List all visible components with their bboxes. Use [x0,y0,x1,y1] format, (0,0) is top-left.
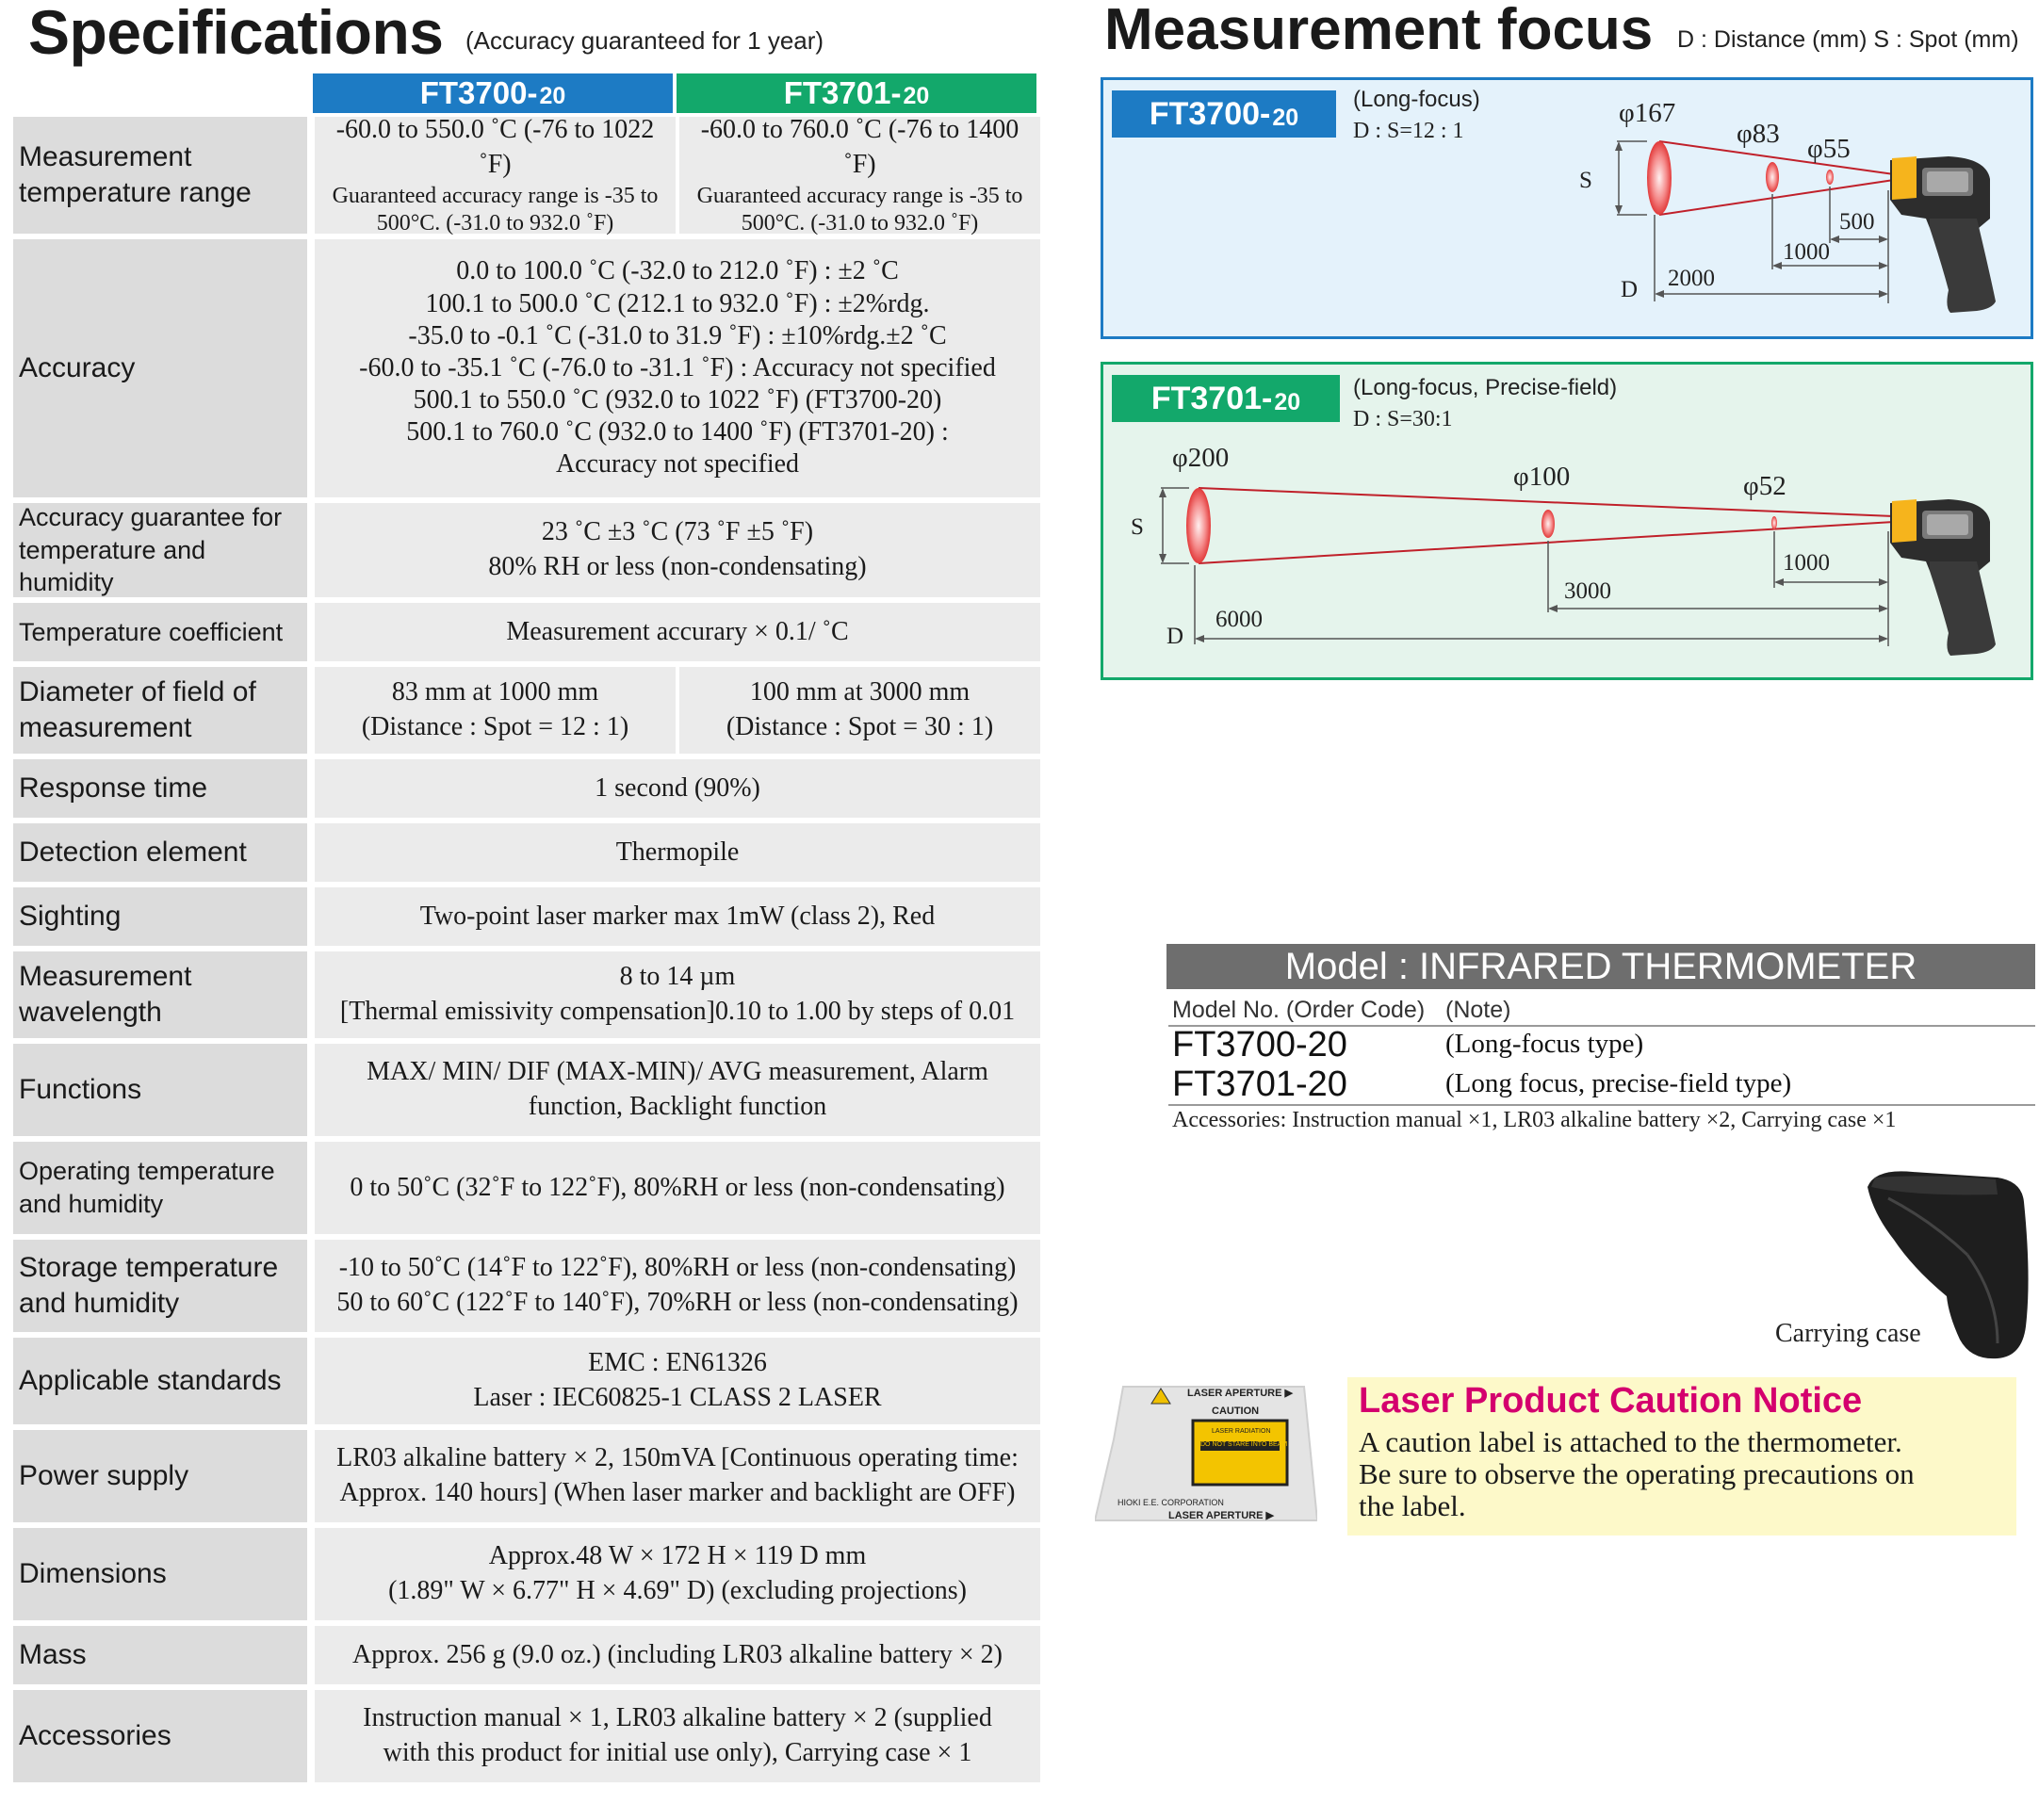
spec-value-line: Approx. 140 hours] (When laser marker and backlight are OFF) [339,1478,1016,1507]
spec-value-cell [676,667,1040,754]
spec-label: Functions [13,1044,307,1136]
distance-d-label: D [1621,277,1639,302]
spec-label: Operating temperature and humidity [13,1142,307,1234]
spec-value-note: 500°C. (-31.0 to 932.0 ˚F) [741,210,979,236]
spec-row [13,667,1040,759]
spec-label: Accessories [13,1690,307,1782]
spec-value [315,114,1040,236]
column-header-ft3700-suffix: 20 [539,82,566,109]
spec-value [315,1338,1040,1424]
spec-label: Temperature coefficient [13,603,307,661]
spot-small [1826,170,1834,185]
spec-value-line: 1 second (90%) [595,772,760,803]
thermometer-icon-2 [1890,499,1996,656]
model-code-1: FT3700-20 [1172,1025,1347,1064]
label-text-3: LASER RADIATION [1212,1428,1271,1435]
model-divider-bottom [1168,1104,2035,1106]
focus-ratio-ft3701: D : S=30:1 [1353,407,1453,431]
label-text-5: HIOKI E.E. CORPORATION [1117,1498,1224,1507]
spec-label: Accuracy [13,239,307,497]
label-text-4: DO NOT STARE INTO BEAM [1200,1441,1288,1448]
spot-label-4: φ200 [1172,443,1230,473]
spec-value-line: -60.0 to -35.1 ˚C (-76.0 to -31.1 ˚F) : Accuracy not specified [359,352,996,382]
spec-value-line: Measurement accurary × 0.1/ ˚C [506,616,849,646]
spec-value-cell [315,503,1040,597]
spec-value-cell [315,951,1040,1038]
spec-value [315,951,1040,1038]
spec-value-line: Laser : IEC60825-1 CLASS 2 LASER [473,1383,882,1412]
focus-badge-ft3700-main: FT3700- [1149,95,1271,132]
column-header-ft3701-suffix: 20 [903,82,930,109]
spec-value [315,1690,1040,1782]
spec-label: Dimensions [13,1528,307,1620]
spec-value-cell [315,1142,1040,1234]
laser-caution-label-icon [1095,1383,1317,1524]
spec-value-line: 83 mm at 1000 mm [391,677,599,707]
model-code-2: FT3701-20 [1172,1064,1347,1104]
spot-medium [1766,162,1779,192]
spec-value-line: 0 to 50˚C (32˚F to 122˚F), 80%RH or less (non-condensating) [350,1172,1005,1202]
specifications-table [13,114,1040,1788]
caution-line-3: the label. [1359,1489,1466,1523]
spec-label: Diameter of field of measurement [13,667,307,754]
model-accessories: Accessories: Instruction manual ×1, LR03 alkaline battery ×2, Carrying case ×1 [1172,1108,1897,1132]
spec-value-line: (Distance : Spot = 12 : 1) [361,712,629,741]
spot-small-2 [1771,516,1777,529]
spec-value-note: 500°C. (-31.0 to 932.0 ˚F) [376,210,614,236]
focus-note-ft3700: (Long-focus) [1353,87,1480,112]
distance-label-5: 3000 [1564,578,1611,604]
label-text-6: LASER APERTURE ▶ [1168,1510,1274,1521]
spec-value-cell [315,1626,1040,1684]
spot-size-s-label: S [1579,168,1592,193]
spec-label: Applicable standards [13,1338,307,1424]
specifications-subtitle: (Accuracy guaranteed for 1 year) [465,26,824,55]
label-text-2: CAUTION [1212,1406,1260,1417]
spec-value-line: 0.0 to 100.0 ˚C (-32.0 to 212.0 ˚F) : ±2 ˚C [456,256,899,286]
spot-large [1647,141,1672,215]
spec-row [13,1338,1040,1430]
spec-value-line: (1.89" W × 6.77" H × 4.69" D) (excluding projections) [388,1576,967,1605]
spec-value-line: -10 to 50˚C (14˚F to 122˚F), 80%RH or less (non-condensating) [338,1253,1017,1283]
spec-value [315,503,1040,597]
spec-label: Measurement wavelength [13,951,307,1038]
model-number-header: Model No. (Order Code) [1172,997,1426,1023]
spec-value-line: MAX/ MIN/ DIF (MAX-MIN)/ AVG measurement, Alarm [367,1057,988,1087]
spec-row [13,1528,1040,1626]
focus-badge-ft3701-suffix: 20 [1274,388,1301,415]
model-note-1: (Long-focus type) [1445,1029,1644,1059]
spec-value-cell [315,759,1040,818]
spec-row [13,1044,1040,1142]
spec-value [315,759,1040,818]
spec-row [13,759,1040,823]
spec-label: Sighting [13,887,307,946]
spec-value-cell [315,114,676,236]
spec-row [13,603,1040,667]
thermometer-icon [1890,156,1996,313]
spot-large-2 [1186,488,1211,563]
spec-value-cell [315,887,1040,946]
spec-value-cell [315,823,1040,882]
caution-notice-title: Laser Product Caution Notice [1359,1381,1863,1421]
spec-value-line: Approx. 256 g (9.0 oz.) (including LR03 alkaline battery × 2) [352,1639,1003,1669]
spec-value [315,823,1040,882]
spec-value-cell [676,114,1040,236]
spec-row [13,239,1040,503]
focus-badge-ft3701-main: FT3701- [1150,380,1273,416]
focus-badge-ft3700-suffix: 20 [1272,104,1299,131]
spec-row [13,1626,1040,1690]
spec-value-note: Guaranteed accuracy range is -35 to [332,183,659,208]
spec-value-cell [315,667,676,754]
measurement-focus-title: Measurement focus [1104,0,1654,62]
spec-value-line: Two-point laser marker max 1mW (class 2), Red [419,901,936,931]
spec-label: Accuracy guarantee for temperature and humidity [13,503,307,597]
spec-row [13,823,1040,887]
label-text-1: LASER APERTURE ▶ [1187,1388,1293,1399]
spec-value-line: Thermopile [615,837,740,867]
spec-row [13,503,1040,603]
spec-value-line: [Thermal emissivity compensation]0.10 to 1.00 by steps of 0.01 [339,997,1016,1026]
column-header-ft3700-main: FT3700- [419,75,538,110]
distance-label-3: 500 [1839,209,1875,235]
spec-row [13,114,1040,239]
spec-value-line: -60.0 to 760.0 ˚C (-76 to 1400 ˚F) [700,114,1020,179]
caution-line-1: A caution label is attached to the thermometer. [1359,1425,1902,1458]
spec-value-note: Guaranteed accuracy range is -35 to [696,183,1023,208]
distance-label-4: 6000 [1215,607,1263,632]
spec-value-line: 500.1 to 760.0 ˚C (932.0 to 1400 ˚F) (FT3701-20) : [406,417,949,447]
focus-diagram-ft3700 [1101,77,2033,339]
spec-value-line: EMC : EN61326 [588,1348,767,1378]
spot-medium-2 [1541,510,1555,538]
spec-value-line: 8 to 14 µm [619,962,736,992]
spec-value-cell [315,1240,1040,1332]
column-header-ft3701-main: FT3701- [783,75,902,110]
spec-value-cell [315,1528,1040,1620]
spot-label-1: φ167 [1619,98,1676,128]
spec-label: Detection element [13,823,307,882]
caution-notice-text [1359,1426,2018,1522]
spec-value [315,603,1040,661]
spec-value-line: (Distance : Spot = 30 : 1) [726,712,994,741]
spec-value-line: with this product for initial use only), Carrying case × 1 [383,1738,972,1767]
spec-value [315,887,1040,946]
model-note-header: (Note) [1445,997,1511,1023]
spec-label: Storage temperature and humidity [13,1240,307,1332]
spot-label-3: φ55 [1807,134,1851,164]
specifications-title: Specifications [28,0,444,67]
column-header-ft3700 [313,73,673,113]
spec-row [13,1240,1040,1338]
spec-row [13,1690,1040,1788]
spec-value-line: function, Backlight function [528,1092,827,1121]
spec-value-line: 100.1 to 500.0 ˚C (212.1 to 932.0 ˚F) : ±2%rdg. [425,288,930,318]
measurement-focus-legend: D : Distance (mm) S : Spot (mm) [1677,26,2019,53]
spec-value-line: -60.0 to 550.0 ˚C (-76 to 1022 ˚F) [335,114,655,179]
caution-line-2: Be sure to observe the operating precautions on [1359,1457,1915,1491]
spec-row [13,887,1040,951]
spec-value-line: 50 to 60˚C (122˚F to 140˚F), 70%RH or less (non-condensating) [336,1288,1019,1317]
spec-row [13,1142,1040,1240]
model-note-2: (Long focus, precise-field type) [1445,1068,1792,1098]
column-header-ft3701 [677,73,1036,113]
spot-label-6: φ52 [1743,471,1786,501]
spec-value-line: 500.1 to 550.0 ˚C (932.0 to 1022 ˚F) (FT3700-20) [413,385,942,415]
spec-value-line: 80% RH or less (non-condensating) [488,552,867,581]
spec-value [315,1626,1040,1684]
spot-label-5: φ100 [1513,462,1571,492]
carrying-case-label: Carrying case [1775,1319,1921,1348]
spec-value-cell [315,1690,1040,1782]
spec-value-line: 23 ˚C ±3 ˚C (73 ˚F ±5 ˚F) [541,517,814,547]
spot-label-2: φ83 [1737,119,1780,149]
spec-value-line: Approx.48 W × 172 H × 119 D mm [488,1541,867,1571]
spec-value-cell [315,1044,1040,1136]
spec-value-line: 100 mm at 3000 mm [749,677,971,707]
spec-value [315,667,1040,754]
spot-size-s-label-2: S [1131,514,1144,540]
spec-row [13,951,1040,1044]
spec-value [315,1044,1040,1136]
spec-label: Power supply [13,1430,307,1522]
spec-value [315,1240,1040,1332]
distance-label-6: 1000 [1783,550,1830,576]
distance-label-2: 1000 [1783,239,1830,265]
spec-value-cell [315,1338,1040,1424]
spec-value-line: Accuracy not specified [555,449,800,479]
spec-label: Mass [13,1626,307,1684]
spec-value-line: LR03 alkaline battery × 2, 150mVA [Continuous operating time: [336,1443,1019,1473]
spec-value [315,239,1040,497]
focus-ratio-ft3700: D : S=12 : 1 [1353,119,1464,143]
spec-value-line: Instruction manual × 1, LR03 alkaline battery × 2 (supplied [363,1703,992,1733]
focus-note-ft3701: (Long-focus, Precise-field) [1353,375,1618,400]
model-title-bar: Model : INFRARED THERMOMETER [1166,944,2035,989]
spec-value [315,1430,1040,1522]
distance-d-label-2: D [1166,624,1184,649]
spec-value-cell [315,239,1040,497]
spec-label: Measurement temperature range [13,117,307,234]
spec-value-line: -35.0 to -0.1 ˚C (-31.0 to 31.9 ˚F) : ±10%rdg.±2 ˚C [408,320,947,350]
spec-value-cell [315,603,1040,661]
spec-label: Response time [13,759,307,818]
spec-value [315,1142,1040,1234]
spec-value [315,1528,1040,1620]
spec-row [13,1430,1040,1528]
distance-label-1: 2000 [1668,266,1715,291]
spec-value-cell [315,1430,1040,1522]
